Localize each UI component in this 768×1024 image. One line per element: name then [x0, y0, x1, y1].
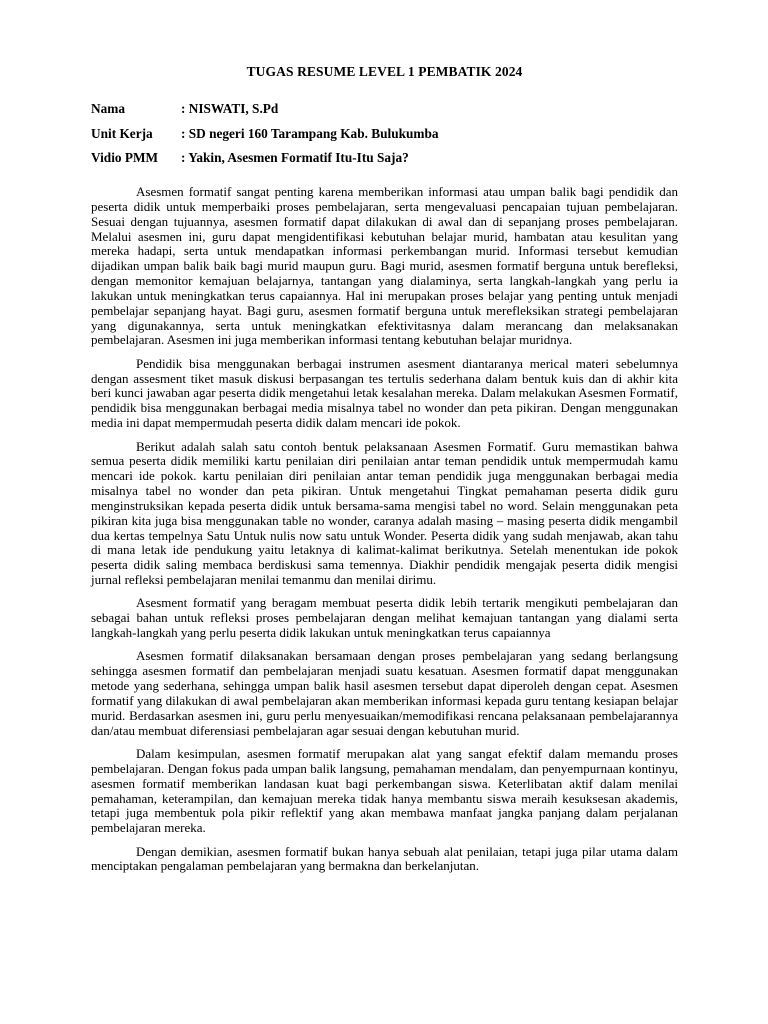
meta-label: Unit Kerja	[91, 126, 153, 141]
meta-value: : NISWATI, S.Pd	[181, 101, 279, 116]
meta-row-unit-kerja	[91, 126, 678, 142]
meta-value: : Yakin, Asesmen Formatif Itu-Itu Saja?	[181, 150, 409, 165]
body-paragraph: Pendidik bisa menggunakan berbagai instrumen asesment diantaranya merical materi sebelumnya dengan assesment tiket masuk diskusi berpasangan tes tertulis sederhana dalam bentuk kuis dan di akhir kita beri kunci jawaban agar peserta didik mengetahui letak kesalahan mereka. Dalam melakukan Asesmen Formatif, pendidik bisa menggunakan berbagai media misalnya tabel no wonder dan peta pikiran. Dengan menggunakan media ini dapat mempermudah peserta didik dalam mencari ide pokok.	[91, 355, 678, 431]
document-title: TUGAS RESUME LEVEL 1 PEMBATIK 2024	[246, 64, 523, 79]
document-body	[91, 185, 678, 883]
body-paragraph: Asesment formatif yang beragam membuat peserta didik lebih tertarik mengikuti pembelajaran dan sebagai bahan untuk refleksi proses pembelajaran dengan melihat kemajuan tantangan yang dialami serta langkah-langkah yang perlu peserta didik lakukan untuk meningkatkan terus capaiannya	[91, 595, 678, 641]
meta-label: Vidio PMM	[91, 150, 159, 165]
meta-row-nama	[91, 101, 678, 117]
body-paragraph: Asesmen formatif dilaksanakan bersamaan dengan proses pembelajaran yang sedang berlangsung sehingga asesmen formatif dan pembelajaran menjadi suatu kesatuan. Asesmen formatif dapat menggunakan metode yang sederhana, sehingga umpan balik hasil asesmen tersebut dapat diperoleh dengan cepat. Asesmen formatif yang dilakukan di awal pembelajaran akan memberikan informasi kepada guru tentang kesiapan belajar murid. Berdasarkan asesmen ini, guru perlu menyesuaikan/memodifikasi rencana pelaksanaan pembelajarannya dan/atau membuat diferensiasi pembelajaran agar sesuai dengan kebutuhan murid.	[91, 648, 678, 738]
meta-label: Nama	[91, 101, 125, 116]
body-paragraph: Dalam kesimpulan, asesmen formatif merupakan alat yang sangat efektif dalam memandu proses pembelajaran. Dengan fokus pada umpan balik langsung, pemahaman mendalam, dan penyempurnaan kontinyu, asesmen formatif memberikan landasan kuat bagi perkembangan siswa. Keterlibatan aktif dalam menilai pemahaman, keterampilan, dan kemajuan mereka tidak hanya membantu siswa meraih kesuksesan akademis, tetapi juga membentuk pola pikir reflektif yang akan membawa manfaat jangka panjang dalam perjalanan pembelajaran mereka.	[91, 746, 678, 836]
meta-value: : SD negeri 160 Tarampang Kab. Bulukumba	[181, 126, 439, 141]
body-paragraph: Asesmen formatif sangat penting karena memberikan informasi atau umpan balik bagi pendidik dan peserta didik untuk memperbaiki proses pembelajaran, serta mengevaluasi pencapaian tujuan pembelajaran. Sesuai dengan tujuannya, asesmen formatif dapat dilakukan di awal dan di sepanjang proses pembelajaran. Melalui asesmen ini, guru dapat mengidentifikasi kebutuhan belajar murid, hambatan atau kesulitan yang mereka hadapi, serta untuk mendapatkan informasi perkembangan murid. Informasi tersebut kemudian dijadikan umpan balik baik bagi murid maupun guru. Bagi murid, asesmen formatif berguna untuk berefleksi, dengan memonitor kemajuan belajarnya, tantangan yang dialaminya, serta langkah-langkah yang perlu ia lakukan untuk meningkatkan terus capaiannya. Hal ini merupakan proses belajar yang penting untuk menjadi pembelajar sepanjang hayat. Bagi guru, asesmen formatif berguna untuk merefleksikan strategi pembelajaran yang digunakannya, serta untuk meningkatkan efektivitasnya dalam merancang dan melaksanakan pembelajaran. Asesmen ini juga memberikan informasi tentang kebutuhan belajar muridnya.	[91, 184, 678, 348]
body-paragraph: Berikut adalah salah satu contoh bentuk pelaksanaan Asesmen Formatif. Guru memastikan bahwa semua peserta didik memiliki kartu penilaian diri penilaian antar teman pendidik untuk mempermudah kamu mencari ide pokok. kartu penilaian diri penilaian antar teman pendidik juga menggunakan berbagai media misalnya tabel no wonder dan peta pikiran. Untuk mengetahui Tingkat pemahaman peserta didik guru menginstruksikan kepada peserta didik untuk bersama-sama mengisi tabel no word. Selain menggunakan peta pikiran kita juga bisa menggunakan table no wonder, caranya adalah masing – masing peserta didik mengambil dua kertas tempelnya Satu Untuk nulis now satu untuk Wonder. Peserta didik yang sudah menjawab, akan tahu di mana letak ide pendukung yaitu letaknya di kalimat-kalimat berikutnya. Setelah menentukan ide pokok peserta didik saling membaca berdiskusi sama temennya. Diakhir pendidik mengajak peserta didik mengisi jurnal refleksi pembelajaran menilai temanmu dan menilai dirimu.	[91, 438, 678, 588]
meta-row-vidio-pmm	[91, 150, 678, 166]
body-paragraph: Dengan demikian, asesmen formatif bukan hanya sebuah alat penilaian, tetapi juga pilar utama dalam menciptakan pengalaman pembelajaran yang bermakna dan berkelanjutan.	[91, 843, 678, 874]
